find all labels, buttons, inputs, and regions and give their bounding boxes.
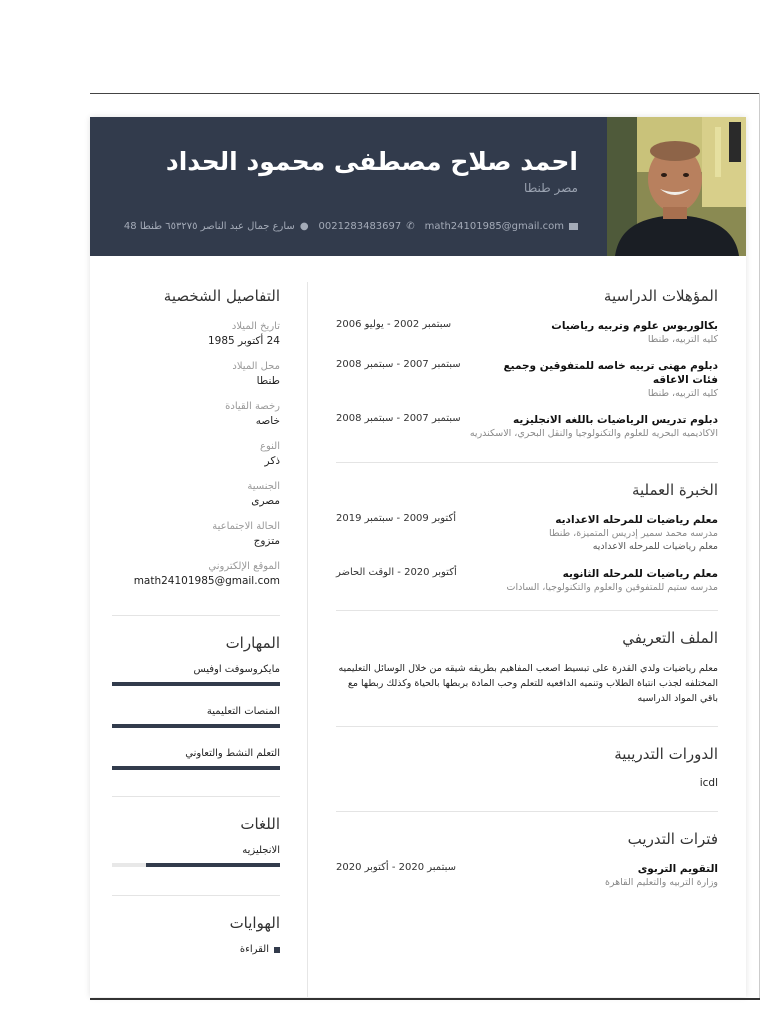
skill-item (112, 706, 280, 728)
section-divider (112, 796, 280, 797)
experience-item-role: معلم رياضيات للمرحله الاعداديه (592, 541, 718, 552)
education-item-place: كليه التربيه، طنطا (647, 334, 718, 345)
map-pin-icon: ● (299, 221, 309, 232)
skill-item (112, 748, 280, 770)
experience-item-title: معلم رياضيات للمرحله الاعداديه (555, 514, 718, 526)
website-value[interactable]: math24101985@gmail.com (133, 575, 280, 587)
profile-photo (607, 117, 746, 256)
profile-photo-image (607, 117, 746, 256)
personal-field (112, 321, 280, 347)
experience-item (336, 513, 718, 553)
address-text: 48 سارع جمال عبد الناصر ٦٥٣٢٧٥ طنطا (123, 221, 295, 232)
resume-page (90, 117, 746, 997)
resume-header (90, 117, 746, 256)
education-item (336, 413, 718, 440)
field-value: خاصه (255, 415, 280, 427)
field-value: ذكر (264, 455, 280, 467)
language-item (112, 845, 280, 867)
field-label: النوع (260, 441, 280, 452)
skill-name: المنصات التعليمية (206, 706, 280, 717)
education-item-place: كليه التربيه، طنطا (647, 388, 718, 399)
email-text[interactable]: math24101985@gmail.com (424, 221, 564, 232)
skill-level-bar (112, 724, 280, 728)
training-item (336, 862, 718, 889)
section-divider (336, 610, 718, 611)
personal-field (112, 401, 280, 427)
section-divider (336, 462, 718, 463)
contact-address (124, 221, 309, 232)
skill-level-bar (112, 682, 280, 686)
experience-item-date: أكتوبر 2009 - سبتمبر 2019 (336, 513, 456, 524)
course-item: icdl (699, 777, 718, 789)
experience-item-place: مدرسه ستيم للمتفوقين والعلوم والتكنولوجيا، السادات (506, 582, 718, 593)
education-item-title: بكالوريوس علوم وتربيه رياضيات (551, 320, 718, 332)
experience-title: الخبرة العملية (631, 481, 718, 499)
skill-level-fill (112, 682, 280, 686)
personal-field (112, 361, 280, 387)
personal-field (112, 481, 280, 507)
skill-level-fill (112, 724, 280, 728)
field-label: الحالة الاجتماعية (212, 521, 280, 532)
field-value: مصرى (251, 495, 280, 507)
profile-text: معلم رياضيات ولدي القدرة على تبسيط اصعب المفاهيم بطريقه شيقه من خلال الوسائل التعليميه المختلفه لجذب انتباة الطلاب وتنميه الدافعيه للتعلم وحب المادة بربطها بالحياة وكذلك ربطها مع باقي المواد الدراسيه (338, 663, 718, 704)
education-item-date: سبتمبر 2007 - سبتمبر 2008 (336, 359, 461, 370)
field-label: تاريخ الميلاد (231, 321, 280, 332)
hobbies-title: الهوايات (229, 914, 280, 932)
education-item-date: سبتمبر 2007 - سبتمبر 2008 (336, 413, 461, 424)
skill-level-bar (112, 766, 280, 770)
main-column (336, 287, 718, 889)
experience-item (336, 567, 718, 594)
training-item-title: التقويم التربوى (637, 863, 718, 875)
section-divider (112, 615, 280, 616)
education-item-place: الاكاديميه البحريه للعلوم والتكنولوجيا والنقل البحري، الاسكندريه (469, 428, 718, 439)
phone-icon: ✆ (406, 221, 415, 232)
candidate-location: مصر طنطا (524, 181, 578, 195)
hobby-name: القراءة (239, 944, 269, 955)
personal-field (112, 561, 280, 587)
education-item-date: سبتمبر 2002 - يوليو 2006 (336, 319, 452, 330)
languages-title: اللغات (240, 815, 280, 833)
skill-item (112, 664, 280, 686)
column-divider (307, 282, 308, 997)
courses-title: الدورات التدريبية (614, 745, 718, 763)
education-item-title: دبلوم تدريس الرياضيات باللغه الانجليزيه (513, 414, 718, 426)
education-title: المؤهلات الدراسية (603, 287, 718, 305)
page-top-border (90, 93, 760, 94)
personal-field (112, 521, 280, 547)
skill-name: التعلم النشط والتعاوني (185, 748, 280, 759)
field-label: الجنسية (247, 481, 280, 492)
education-item-title: دبلوم مهنى تربيه خاصه للمتفوقين وجميع فئات الاعاقه (503, 360, 718, 386)
contact-phone (319, 221, 415, 232)
field-label: محل الميلاد (232, 361, 280, 372)
language-level-fill (146, 863, 280, 867)
training-item-place: وزارة التربيه والتعليم القاهرة (604, 877, 718, 888)
field-label: الموقع الإلكتروني (208, 561, 280, 572)
envelope-icon (569, 223, 578, 230)
education-item (336, 359, 718, 400)
section-divider (336, 726, 718, 727)
skills-title: المهارات (225, 634, 280, 652)
field-value: طنطا (256, 375, 280, 387)
contact-email (425, 221, 578, 232)
language-name: الانجليزيه (242, 845, 280, 856)
experience-item-date: أكتوبر 2020 - الوقت الحاضر (336, 567, 457, 578)
candidate-name: احمد صلاح مصطفى محمود الحداد (165, 147, 578, 176)
page-bottom-border (90, 998, 760, 1000)
skill-name: مايكروسوفت اوفيس (193, 664, 280, 675)
personal-field (112, 441, 280, 467)
training-title: فترات التدريب (627, 830, 718, 848)
side-column (112, 287, 280, 955)
education-item (336, 319, 718, 346)
experience-item-place: مدرسه محمد سمير إدريس المتميزة، طنطا (549, 528, 718, 539)
profile-title: الملف التعريفي (622, 629, 718, 647)
section-divider (112, 895, 280, 896)
hobby-item (112, 944, 280, 955)
language-level-bar (112, 863, 280, 867)
personal-details-title: التفاصيل الشخصية (163, 287, 280, 305)
field-label: رخصة القيادة (225, 401, 280, 412)
contact-bar (124, 221, 578, 232)
skill-level-fill (112, 766, 280, 770)
field-value: متزوج (253, 535, 280, 547)
section-divider (336, 811, 718, 812)
phone-text[interactable]: 0021283483697 (318, 221, 402, 232)
page-right-border (759, 93, 760, 998)
training-item-date: سبتمبر 2020 - أكتوبر 2020 (336, 862, 456, 873)
bullet-square-icon (274, 947, 280, 953)
field-value: 24 أكتوبر 1985 (207, 335, 280, 347)
experience-item-title: معلم رياضيات للمرحله الثانويه (562, 568, 718, 580)
